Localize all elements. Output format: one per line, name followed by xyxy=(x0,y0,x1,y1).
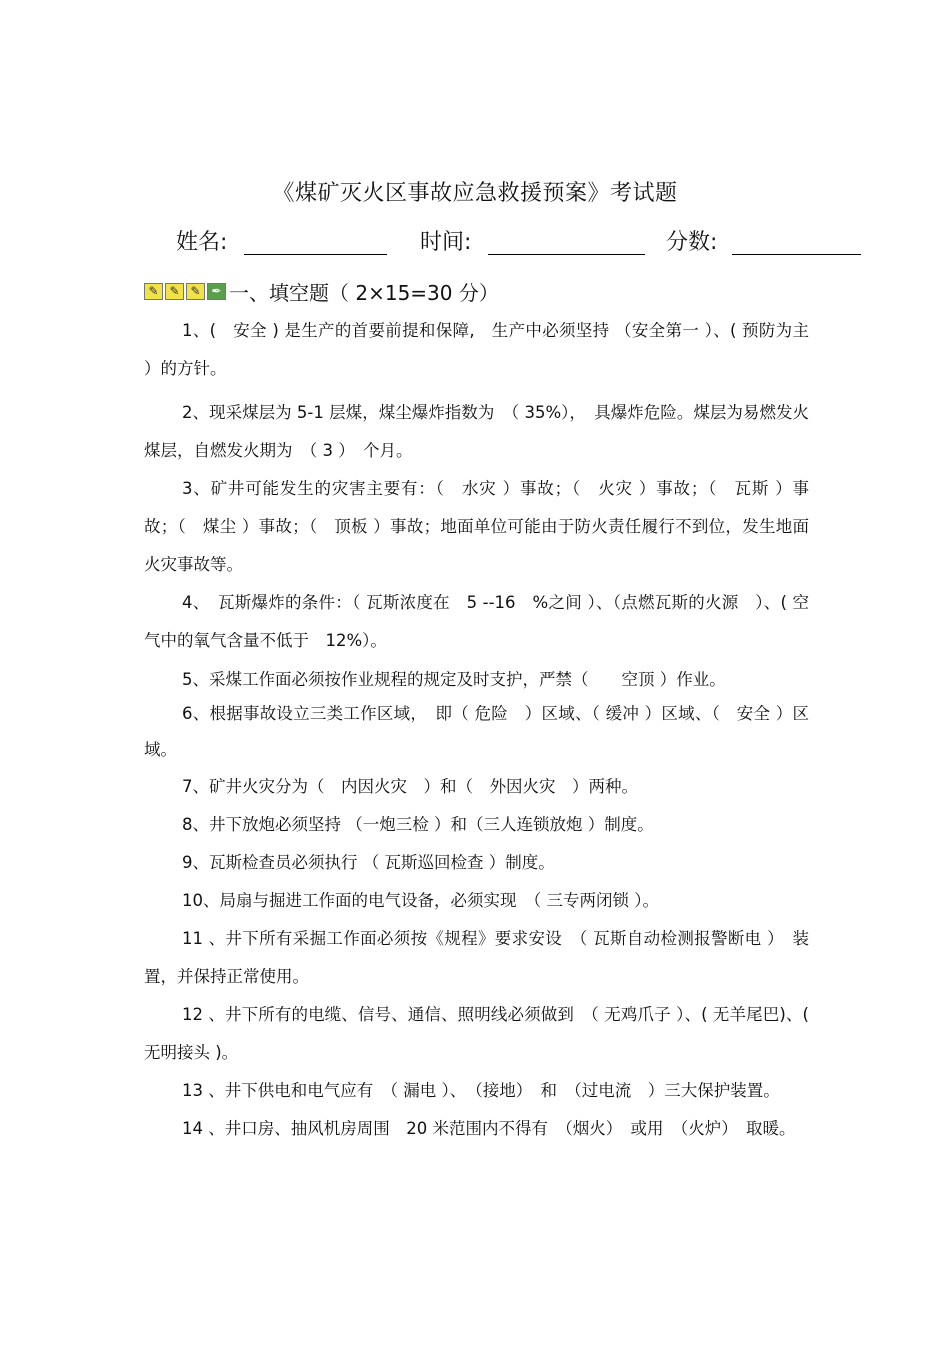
question-8: 8、井下放炮必须坚持 （一炮三检 ）和（三人连锁放炮 ）制度。 xyxy=(182,815,654,834)
question-2: 2、现采煤层为 5-1 层煤，煤尘爆炸指数为 （ 35%）， 具爆炸危险。煤层为易燃发火煤层，自燃发火期为 （ 3 ） 个月。 xyxy=(144,403,809,460)
name-label: 姓名: xyxy=(176,230,228,255)
question-14: 14 、井口房、抽风机房周围 20 米范围内不得有 （烟火） 或用 （火炉） 取暖。 xyxy=(182,1119,796,1138)
pencil-icon: ✎ xyxy=(186,283,205,300)
document-title: 《煤矿灭火区事故应急救援预案》考试题 xyxy=(272,181,678,206)
section-title: 一、填空题（ 2×15=30 分） xyxy=(229,280,499,305)
question-1: 1、( 安全 ) 是生产的首要前提和保障, 生产中必须坚持 （安全第一 ）、( 预防为主 ）的方针。 xyxy=(144,321,809,378)
question-4: 4、 瓦斯爆炸的条件：（ 瓦斯浓度在 5 --16 %之间 ）、（点燃瓦斯的火源 ）、( 空气中的氧气含量不低于 12%）。 xyxy=(144,593,809,650)
student-info-row xyxy=(176,225,876,261)
score-label: 分数: xyxy=(666,230,718,255)
score-blank[interactable] xyxy=(732,254,861,255)
time-label: 时间: xyxy=(420,230,472,255)
question-12: 12 、井下所有的电缆、信号、通信、照明线必须做到 （ 无鸡爪子 ）、( 无羊尾巴)、( 无明接头 )。 xyxy=(144,1005,809,1062)
pencil-icon: ✎ xyxy=(144,283,163,300)
section-icons xyxy=(144,283,226,300)
pen-icon: ✒ xyxy=(207,283,226,300)
question-9: 9、瓦斯检查员必须执行 （ 瓦斯巡回检查 ）制度。 xyxy=(182,853,555,872)
question-11: 11 、井下所有采掘工作面必须按《规程》要求安设 （ 瓦斯自动检测报警断电 ） 装置，并保持正常使用。 xyxy=(144,929,809,986)
question-6: 6、根据事故设立三类工作区域， 即（ 危险 ）区域、（ 缓冲 ）区域、（ 安全 ）区域。 xyxy=(144,704,809,759)
time-blank[interactable] xyxy=(488,254,645,255)
question-list xyxy=(144,312,809,1148)
question-3: 3、矿井可能发生的灾害主要有：（ 水灾 ）事故；（ 火灾 ）事故；（ 瓦斯 ）事故；（ 煤尘 ）事故；（ 顶板 ）事故；地面单位可能由于防火责任履行不到位，发生地面火灾事故等。 xyxy=(144,479,809,574)
name-blank[interactable] xyxy=(244,254,387,255)
question-10: 10、局扇与掘进工作面的电气设备，必须实现 （ 三专两闭锁 ）。 xyxy=(182,891,659,910)
question-13: 13 、井下供电和电气应有 （ 漏电 ）、 （接地） 和 （过电流 ）三大保护装置。 xyxy=(182,1081,780,1100)
section-heading xyxy=(144,276,499,306)
pencil-icon: ✎ xyxy=(165,283,184,300)
question-5: 5、采煤工作面必须按作业规程的规定及时支护，严禁（ 空顶 ）作业。 xyxy=(182,670,726,689)
question-7: 7、矿井火灾分为（ 内因火灾 ）和（ 外因火灾 ）两种。 xyxy=(182,777,638,796)
